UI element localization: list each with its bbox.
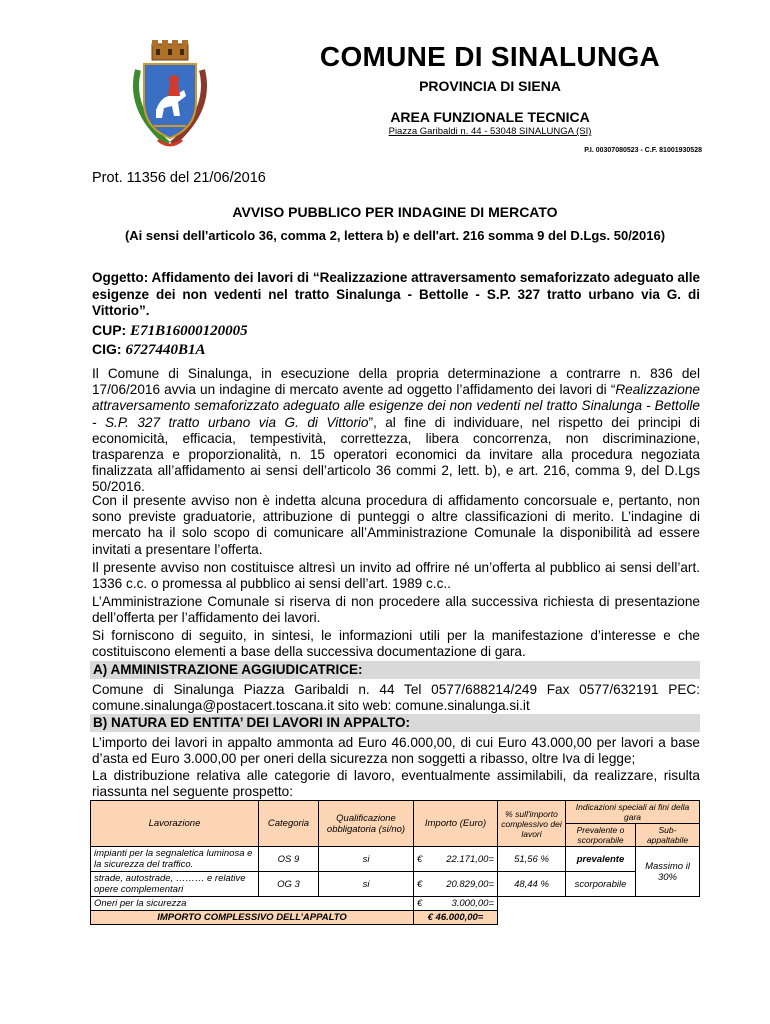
header-lavorazione: Lavorazione [91,801,259,847]
header-qualificazione: Qualificazione obbligatoria (si/no) [319,801,414,847]
cell-categoria: OS 9 [259,847,319,872]
cup-value: E71B16000120005 [130,323,248,339]
cup-label: CUP: [92,322,127,338]
section-a-heading: A) AMMINISTRAZIONE AGGIUDICATRICE: [90,661,700,679]
province-label: PROVINCIA DI SIENA [419,78,561,94]
cell-euro: € [414,872,428,897]
paragraph-reservation: L’Amministrazione Comunale si riserva di non procedere alla successiva richiesta di presentazione dell’offerta per l’affidamento dei lavori. [92,594,700,626]
department-label: AREA FUNZIONALE TECNICA [390,109,590,125]
header-importo: Importo (Euro) [414,801,498,847]
paragraph-summary: Si forniscono di seguito, in sintesi, le informazioni utili per la manifestazione d’interesse e che costituiscono elementi a base della successiva documentazione di gara. [92,628,700,660]
header-indicazioni: Indicazioni speciali ai fini della gara [566,801,700,824]
cell-percent: 48,44 % [498,872,566,897]
works-table [90,800,700,925]
intro-text-italic: Realizzazione attraversamento semaforizzato adeguato alle esigenze dei non vedenti nel tratto Sinalunga - Bettolle - S.P. 327 tratto urbano via G. di Vittorio [92,382,700,430]
notice-subtitle: (Ai sensi dell'articolo 36, comma 2, lettera b) e dell'art. 216 somma 9 del D.Lgs. 50/2016) [124,228,666,243]
table-row [91,847,700,872]
cell-prevalente: scorporabile [566,872,636,897]
cell-euro: € [414,847,428,872]
header-categoria: Categoria [259,801,319,847]
section-a-text: Comune di Sinalunga Piazza Garibaldi n. 44 Tel 0577/688214/249 Fax 0577/632191 PEC: comune.sinalunga@postacert.toscana.it sito web: comune.sinalunga.si.it [92,682,700,714]
tax-ids: P.I. 00307080523 - C.F. 81001930528 [584,147,702,154]
intro-text-a: Il Comune di Sinalunga, in esecuzione della propria determinazione a contrarre n. 836 del 17/06/2016 avvia un indagine di mercato avente ad oggetto l’affidamento dei lavori di “ [92,366,700,398]
paragraph-intro [92,366,700,496]
cell-percent: 51,56 % [498,847,566,872]
table-header-row [91,801,700,824]
cig-value: 6727440B1A [125,342,206,358]
cig-line [92,341,205,359]
section-b-text1: L’importo dei lavori in appalto ammonta ad Euro 46.000,00, di cui Euro 43.000,00 per lavori a base d’asta ed Euro 3.000,00 per oneri della sicurezza non soggetti a ribasso, oltre Iva di legge; [92,735,700,767]
cell-qualificazione: si [319,872,414,897]
header-percent: % sull'importo complessivo dei lavori [498,801,566,847]
table-row-oneri [91,897,700,911]
municipality-title: COMUNE DI SINALUNGA [319,41,661,72]
cell-oneri-value: 3.000,00= [428,897,498,911]
paragraph-not-offer: Il presente avviso non costituisce altresì un invito ad offrire né un’offerta al pubblico ai sensi dell’art. 1336 c.c. o promessa al pubblico ai sensi dell’art. 1989 c.c.. [92,560,700,592]
header-sub: Sub-appaltabile [636,824,700,847]
paragraph-no-procedure: Con il presente avviso non è indetta alcuna procedura di affidamento concorsuale e, pertanto, non sono previste graduatorie, attribuzione di punteggi o altre classificazioni di merito. L’indagine di mercato ha il solo scopo di comunicare all’Amministrazione Comunale la disponibilità ad essere invitati a presentare l’offerta. [92,493,700,557]
address-line: Piazza Garibaldi n. 44 - 53048 SINALUNGA (SI) [388,126,592,137]
cell-prevalente: prevalente [566,847,636,872]
section-b-text2: La distribuzione relativa alle categorie di lavoro, eventualmente assimilabili, da realizzare, risulta riassunta nel seguente prospetto: [92,768,700,800]
cell-lavorazione: strade, autostrade, ……… e relative opere complementari [91,872,259,897]
cup-line [92,322,248,340]
coat-of-arms-icon [128,40,212,150]
cell-importo: 20.829,00= [428,872,498,897]
section-b-heading: B) NATURA ED ENTITA’ DEI LAVORI IN APPALTO: [90,714,700,732]
cell-lavorazione: impianti per la segnaletica luminosa e la sicurezza del traffico. [91,847,259,872]
cell-qualificazione: si [319,847,414,872]
header-prevalente: Prevalente o scorporabile [566,824,636,847]
notice-title: AVVISO PUBBLICO PER INDAGINE DI MERCATO [232,204,558,220]
cell-total-value: € 46.000,00= [414,911,498,925]
cell-categoria: OG 3 [259,872,319,897]
cell-oneri-euro: € [414,897,428,911]
protocol-number: Prot. 11356 del 21/06/2016 [92,170,266,186]
subject-paragraph: Oggetto: Affidamento dei lavori di “Realizzazione attraversamento semaforizzato adeguato alle esigenze dei non vedenti nel tratto Sinalunga - Bettolle - S.P. 327 tratto urbano via G. di Vittorio”. [92,270,700,318]
table-row-total [91,911,700,925]
intro-text-b: ”, al fine di individuare, nel rispetto dei principi di economicità, efficacia, tempestività, correttezza, libera concorrenza, non discriminazione, trasparenza e proporzionalità, n. 15 operatori economici da invitare alla procedura negoziata finalizzata all’affidamento ai sensi dell’articolo 36 commi 2, lett. b), e art. 216, comma 9, del D.Lgs 50/2016. [92,414,700,495]
cell-subappaltabile: Massimo il 30% [636,847,700,897]
table-row [91,872,700,897]
cell-importo: 22.171,00= [428,847,498,872]
cell-oneri-label: Oneri per la sicurezza [91,897,414,911]
cell-total-label: IMPORTO COMPLESSIVO DELL’APPALTO [91,911,414,925]
cig-label: CIG: [92,341,122,357]
